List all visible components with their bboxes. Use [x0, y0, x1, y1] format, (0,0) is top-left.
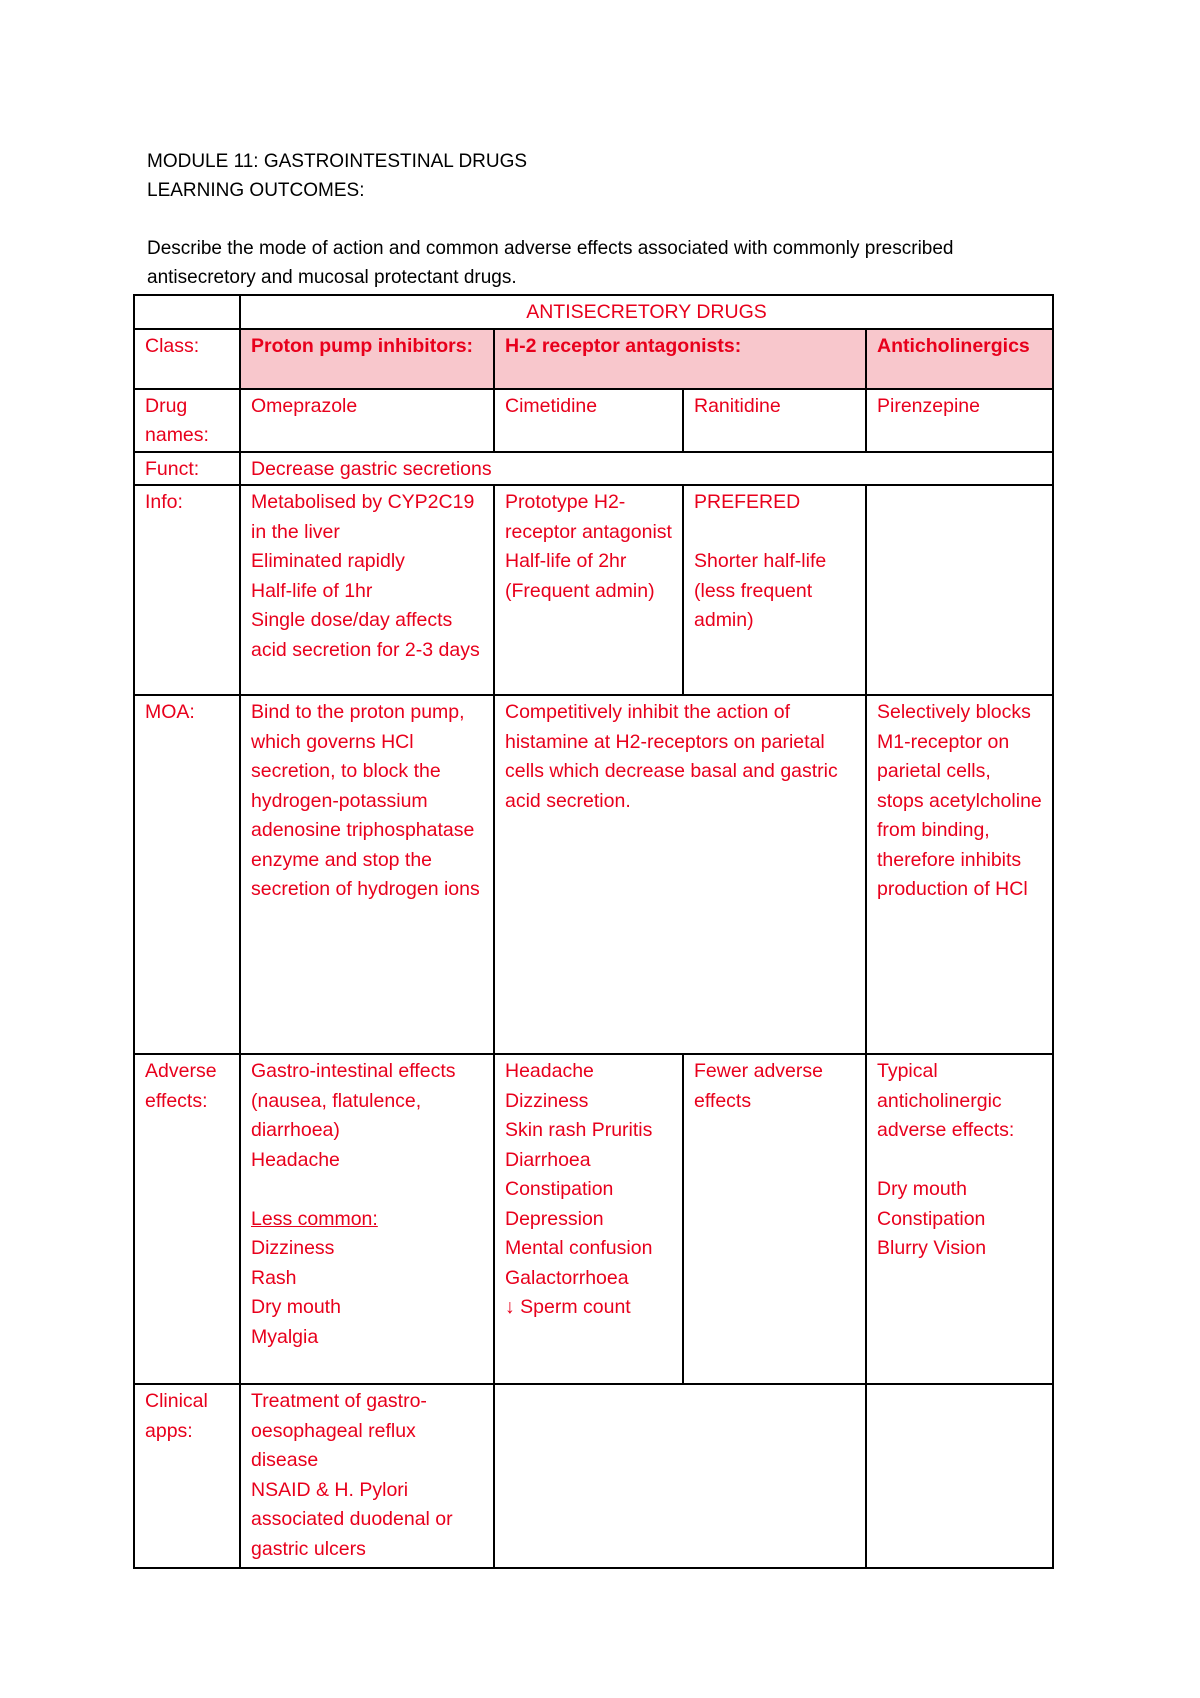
antisecretory-drugs-table — [133, 294, 1054, 1569]
drug-cimetidine: Cimetidine — [494, 389, 683, 452]
info-line: PREFERED — [694, 491, 801, 513]
clinical-item: NSAID & H. Pylori associated duodenal or gastric ulcers — [251, 1478, 453, 1560]
adverse-item: Dizziness — [251, 1237, 335, 1259]
adverse-item: Headache — [251, 1148, 340, 1171]
less-common-label: Less common: — [251, 1207, 378, 1230]
info-line: Eliminated rapidly — [251, 550, 405, 572]
info-line: Half-life of 1hr — [251, 579, 373, 602]
adverse-item: ↓ Sperm count — [505, 1296, 631, 1318]
drug-pirenzepine: Pirenzepine — [866, 389, 1053, 452]
adverse-intro: Typical anticholinergic adverse effects: — [877, 1060, 1015, 1141]
row-label-info: Info: — [134, 485, 240, 695]
table-row — [134, 695, 1053, 1054]
info-cimetidine — [494, 485, 683, 695]
adverse-item: Galactorrhoea — [505, 1266, 629, 1289]
info-line: Prototype H2-receptor antagonist — [505, 491, 672, 543]
info-line: Single dose/day affects acid secretion for 2-3 days — [251, 609, 480, 661]
row-label-drug-names: Drug names: — [134, 389, 240, 452]
info-line: Metabolised by CYP2C19 in the liver — [251, 491, 475, 543]
page-header — [147, 147, 1067, 292]
adverse-ranitidine: Fewer adverse effects — [683, 1054, 866, 1384]
adverse-item: Mental confusion — [505, 1237, 653, 1259]
adverse-item: Depression — [505, 1207, 604, 1230]
adverse-item: Dizziness — [505, 1089, 589, 1112]
adverse-item: Constipation — [505, 1178, 614, 1200]
class-anticholinergics: Anticholinergics — [866, 329, 1053, 389]
info-line: Shorter half-life (less frequent admin) — [694, 550, 827, 631]
table-row — [134, 1384, 1053, 1568]
adverse-item: Headache — [505, 1060, 594, 1082]
adverse-item: Dry mouth — [877, 1178, 967, 1200]
table-row — [134, 389, 1053, 452]
adverse-item: Rash — [251, 1266, 297, 1289]
adverse-item: Skin rash Pruritis — [505, 1119, 653, 1141]
info-line: Half-life of 2hr (Frequent admin) — [505, 550, 655, 602]
adverse-item: Constipation — [877, 1207, 986, 1230]
table-row — [134, 1054, 1053, 1384]
row-label-funct: Funct: — [134, 452, 240, 486]
row-label-class: Class: — [134, 329, 240, 389]
adverse-item: Blurry Vision — [877, 1237, 987, 1259]
class-ppi: Proton pump inhibitors: — [240, 329, 494, 389]
page-title: MODULE 11: GASTROINTESTINAL DRUGS — [147, 151, 528, 172]
table-row — [134, 485, 1053, 695]
moa-h2: Competitively inhibit the action of histamine at H2-receptors on parietal cells which decrease basal and gastric acid secretion. — [494, 695, 866, 1054]
adverse-item: Diarrhoea — [505, 1148, 591, 1171]
section-heading: ANTISECRETORY DRUGS — [240, 295, 1053, 329]
funct-text: Decrease gastric secretions — [240, 452, 1053, 486]
adverse-cimetidine — [494, 1054, 683, 1384]
info-omeprazole — [240, 485, 494, 695]
adverse-item: Myalgia — [251, 1325, 319, 1348]
clinical-ppi — [240, 1384, 494, 1568]
table-row — [134, 452, 1053, 486]
row-label-adverse: Adverse effects: — [134, 1054, 240, 1384]
drug-ranitidine: Ranitidine — [683, 389, 866, 452]
row-label-clinical: Clinical apps: — [134, 1384, 240, 1568]
adverse-ppi — [240, 1054, 494, 1384]
adverse-anticholinergic — [866, 1054, 1053, 1384]
info-pirenzepine — [866, 485, 1053, 695]
table-row — [134, 295, 1053, 329]
learning-outcomes-heading: LEARNING OUTCOMES: — [147, 180, 365, 201]
clinical-h2 — [494, 1384, 866, 1568]
adverse-item: Dry mouth — [251, 1296, 341, 1318]
info-ranitidine — [683, 485, 866, 695]
empty-cell — [134, 295, 240, 329]
row-label-moa: MOA: — [134, 695, 240, 1054]
class-h2: H-2 receptor antagonists: — [494, 329, 866, 389]
moa-ppi: Bind to the proton pump, which governs HCl secretion, to block the hydrogen-potassium adenosine triphosphatase enzyme and stop the secretion of hydrogen ions — [240, 695, 494, 1054]
drug-omeprazole: Omeprazole — [240, 389, 494, 452]
moa-anticholinergic: Selectively blocks M1-receptor on parietal cells, stops acetylcholine from binding, therefore inhibits production of HCl — [866, 695, 1053, 1054]
learning-outcome-text: Describe the mode of action and common adverse effects associated with commonly prescribed antisecretory and mucosal protectant drugs. — [147, 238, 954, 288]
clinical-anticholinergic — [866, 1384, 1053, 1568]
clinical-item: Treatment of gastro-oesophageal reflux disease — [251, 1390, 427, 1471]
adverse-item: Gastro-intestinal effects (nausea, flatulence, diarrhoea) — [251, 1060, 456, 1141]
table-row — [134, 329, 1053, 389]
